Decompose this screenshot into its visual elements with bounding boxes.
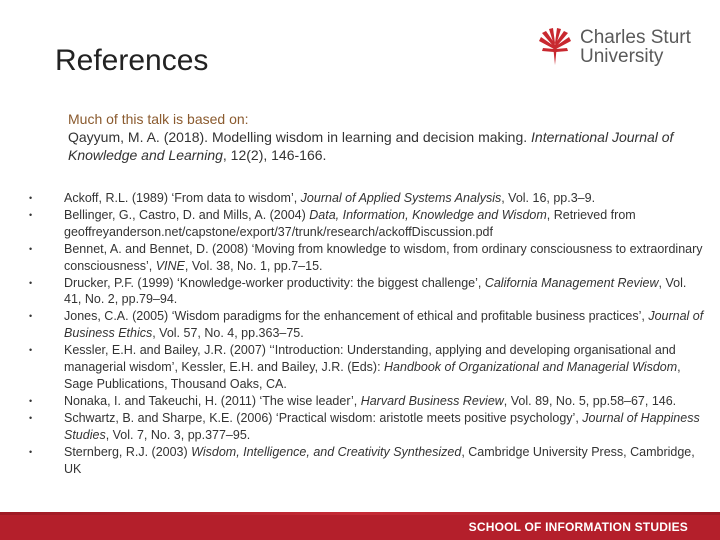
reference-details: , Vol. 41, No. 2, pp.79–94. xyxy=(64,275,687,307)
reference-text: Bellinger, G., Castro, D. and Mills, A. (2004) xyxy=(64,207,310,222)
reference-title: Journal of Applied Systems Analysis xyxy=(300,191,502,205)
reference-details: , Vol. 89, No. 5, pp.58–67, 146. xyxy=(503,393,677,408)
reference-item xyxy=(25,410,705,444)
reference-item xyxy=(25,275,705,309)
reference-text: Nonaka, I. and Takeuchi, H. (2011) ‘The wise leader’, xyxy=(64,393,361,408)
logo-line-1: Charles Sturt xyxy=(580,27,691,48)
reference-item xyxy=(25,393,705,410)
reference-title: Handbook of Organizational and Managerial Wisdom xyxy=(384,360,678,375)
waratah-flower-icon xyxy=(538,27,572,67)
intro-journal: International Journal of Knowledge and Learning xyxy=(68,129,674,163)
footer-text: SCHOOL OF INFORMATION STUDIES xyxy=(468,520,688,534)
bullet-icon: • xyxy=(29,193,33,203)
reference-title: Harvard Business Review xyxy=(360,393,504,408)
bullet-icon: • xyxy=(29,395,33,406)
intro-citation xyxy=(68,128,688,164)
reference-details: , Vol. 38, No. 1, pp.7–15. xyxy=(184,258,323,273)
reference-item xyxy=(25,444,705,478)
logo-line-2: University xyxy=(580,46,664,67)
page-title: References xyxy=(55,44,209,77)
bullet-icon: • xyxy=(29,243,33,254)
intro-rest: (2018). Modelling wisdom in learning and decision making. xyxy=(159,129,528,145)
reference-title: Journal of Happiness Studies xyxy=(64,410,700,442)
bullet-icon: • xyxy=(29,277,33,288)
reference-item xyxy=(25,190,705,207)
bullet-icon: • xyxy=(29,345,33,356)
reference-details: , Cambridge University Press, Cambridge, UK xyxy=(64,444,695,476)
reference-item xyxy=(25,308,705,342)
footer-stripe xyxy=(0,512,720,515)
intro-author: Qayyum, M. A. xyxy=(68,129,160,145)
reference-text: Kessler, E.H. and Bailey, J.R. (2007) ‘‘Introduction: Understanding, applying and developing organisational and managerial wisdom’, Kessler, E.H. and Bailey, J.R. (Eds): xyxy=(64,343,676,375)
university-logo xyxy=(538,22,698,72)
reference-title: Data, Information, Knowledge and Wisdom xyxy=(309,207,547,222)
reference-details: , Vol. 16, pp.3–9. xyxy=(501,191,596,205)
bullet-icon: • xyxy=(29,446,33,457)
reference-details: , Vol. 7, No. 3, pp.377–95. xyxy=(105,427,251,442)
reference-text: Schwartz, B. and Sharpe, K.E. (2006) ‘Practical wisdom: aristotle meets positive psychology’, xyxy=(64,410,583,425)
reference-text: Jones, C.A. (2005) ‘Wisdom paradigms for the enhancement of ethical and profitable business practices’, xyxy=(64,309,649,324)
reference-text: Bennet, A. and Bennet, D. (2008) ‘Moving from knowledge to wisdom, from ordinary consciousness to extraordinary consciousness’, xyxy=(64,241,703,273)
reference-item xyxy=(25,207,705,241)
reference-text: Drucker, P.F. (1999) ‘Knowledge-worker productivity: the biggest challenge’, xyxy=(64,275,485,290)
intro-details: , 12(2), 146-166. xyxy=(222,147,327,163)
reference-title: California Management Review xyxy=(484,275,659,290)
reference-details: , Retrieved from geoffreyanderson.net/capstone/export/37/trunk/research/ackoffDiscussion.pdf xyxy=(64,207,636,239)
reference-title: Wisdom, Intelligence, and Creativity Synthesized xyxy=(191,444,462,459)
reference-text: Sternberg, R.J. (2003) xyxy=(64,444,192,459)
intro-lead: Much of this talk is based on: xyxy=(68,111,249,127)
intro-block xyxy=(68,110,688,164)
bullet-icon: • xyxy=(29,209,33,220)
bullet-icon: • xyxy=(29,412,33,423)
reference-title: VINE xyxy=(155,258,185,273)
reference-text: Ackoff, R.L. (1989) ‘From data to wisdom’, xyxy=(64,191,301,205)
reference-item xyxy=(25,342,705,393)
reference-list xyxy=(25,190,705,477)
reference-item xyxy=(25,241,705,275)
reference-details: , Sage Publications, Thousand Oaks, CA. xyxy=(64,360,681,391)
bullet-icon: • xyxy=(29,311,33,322)
reference-title: Journal of Business Ethics xyxy=(64,309,704,341)
reference-details: , Vol. 57, No. 4, pp.363–75. xyxy=(152,326,304,341)
